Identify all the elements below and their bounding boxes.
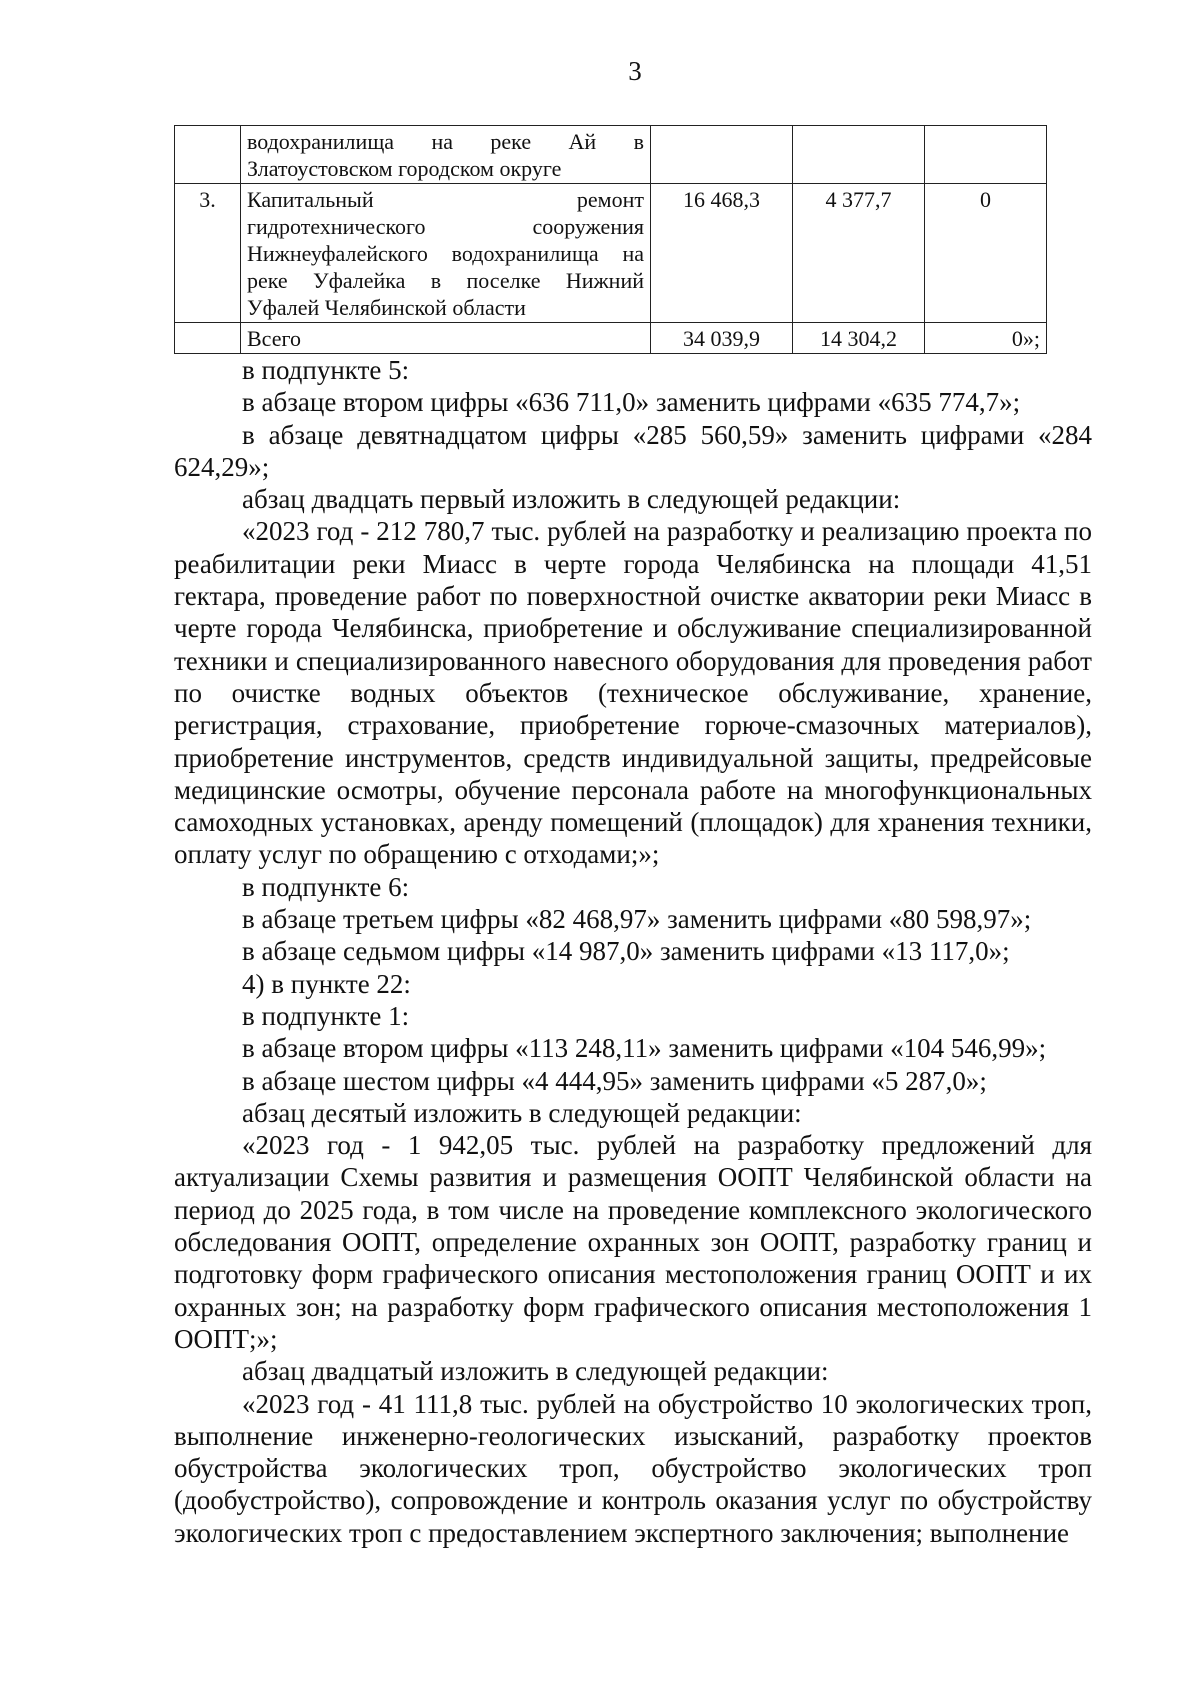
table-total-value: 14 304,2 [793, 323, 925, 354]
table-cell-value: 16 468,3 [651, 184, 793, 323]
table-cell-number [175, 126, 241, 184]
table-cell-value [651, 126, 793, 184]
table-cell-value [793, 126, 925, 184]
table-total-row [175, 323, 1047, 354]
table-cell-name-line: Уфалей Челябинской области [247, 295, 526, 320]
paragraph: 4) в пункте 22: [242, 968, 411, 999]
paragraph: абзац двадцать первый изложить в следующей редакции: [242, 484, 901, 515]
paragraph: в абзаце девятнадцатом цифры «285 560,59» заменить цифрами «284 624,29»; [174, 419, 1092, 482]
table-cell-name-line: гидротехнического сооружения [247, 214, 644, 239]
paragraph: в подпункте 1: [242, 1000, 410, 1031]
table-cell-name-line: Златоустовском городском округе [247, 156, 562, 181]
budget-table [174, 125, 1047, 354]
page-number: 3 [628, 56, 642, 86]
paragraph: абзац двадцатый изложить в следующей редакции: [242, 1356, 829, 1387]
table-cell-value: 0 [925, 184, 1047, 323]
table-row [175, 184, 1047, 323]
table-cell-value [925, 126, 1047, 184]
paragraph: в абзаце втором цифры «113 248,11» заменить цифрами «104 546,99»; [242, 1033, 1047, 1064]
table-total-value: 0»; [925, 323, 1047, 354]
paragraph: «2023 год - 1 942,05 тыс. рублей на разработку предложений для актуализации Схемы развития и размещения ООПТ Челябинской области на период до 2025 года, в том числе на проведение комплексного экологического обследования ООПТ, определение охранных зон ООПТ, разработку границ и подготовку форм графического описания местоположения границ ООПТ и их охранных зон; на разработку форм графического описания местоположения 1 ООПТ;»; [174, 1130, 1092, 1354]
table-cell-number: 3. [175, 184, 241, 323]
table-cell-name [241, 184, 651, 323]
table-cell-name-line: Капитальный ремонт [247, 187, 644, 212]
paragraph: в абзаце седьмом цифры «14 987,0» заменить цифрами «13 117,0»; [242, 936, 1010, 967]
table-cell-value: 4 377,7 [793, 184, 925, 323]
paragraph: в абзаце шестом цифры «4 444,95» заменить цифрами «5 287,0»; [242, 1065, 987, 1096]
table-row [175, 126, 1047, 184]
table-total-label: Всего [241, 323, 651, 354]
table-cell-name-line: Нижнеуфалейского водохранилища на [247, 241, 644, 266]
table-total-value: 34 039,9 [651, 323, 793, 354]
table-cell-name-line: водохранилища на реке Ай в [247, 129, 644, 154]
paragraph: в подпункте 6: [242, 871, 410, 902]
paragraph: в абзаце третьем цифры «82 468,97» заменить цифрами «80 598,97»; [242, 904, 1032, 935]
table-cell-empty [175, 323, 241, 354]
paragraph: «2023 год - 41 111,8 тыс. рублей на обустройство 10 экологических троп, выполнение инженерно-геологических изысканий, разработку проектов обустройства экологических троп, обустройство экологических троп (дообустройство), сопровождение и контроль оказания услуг по обустройству экологических троп с предоставлением экспертного заключения; выполнение [174, 1388, 1092, 1548]
table-cell-name [241, 126, 651, 184]
paragraph: в абзаце втором цифры «636 711,0» заменить цифрами «635 774,7»; [242, 387, 1021, 418]
paragraph: в подпункте 5: [242, 355, 410, 385]
table-cell-name-line: реке Уфалейка в поселке Нижний [247, 268, 644, 293]
body-text [174, 354, 1092, 1549]
paragraph: «2023 год - 212 780,7 тыс. рублей на разработку и реализацию проекта по реабилитации реки Миасс в черте города Челябинска на площади 41,51 гектара, проведение работ по поверхностной очистке акватории реки Миасс в черте города Челябинска, приобретение и обслуживание специализированной техники и специализированного навесного оборудования для проведения работ по очистке водных объектов (техническое обслуживание, хранение, регистрация, страхование, приобретение горюче-смазочных материалов), приобретение инструментов, средств индивидуальной защиты, предрейсовые медицинские осмотры, обучение персонала работе на многофункциональных самоходных установках, аренду помещений (площадок) для хранения техники, оплату услуг по обращению с отходами;»; [174, 516, 1092, 870]
paragraph: абзац десятый изложить в следующей редакции: [242, 1097, 802, 1128]
